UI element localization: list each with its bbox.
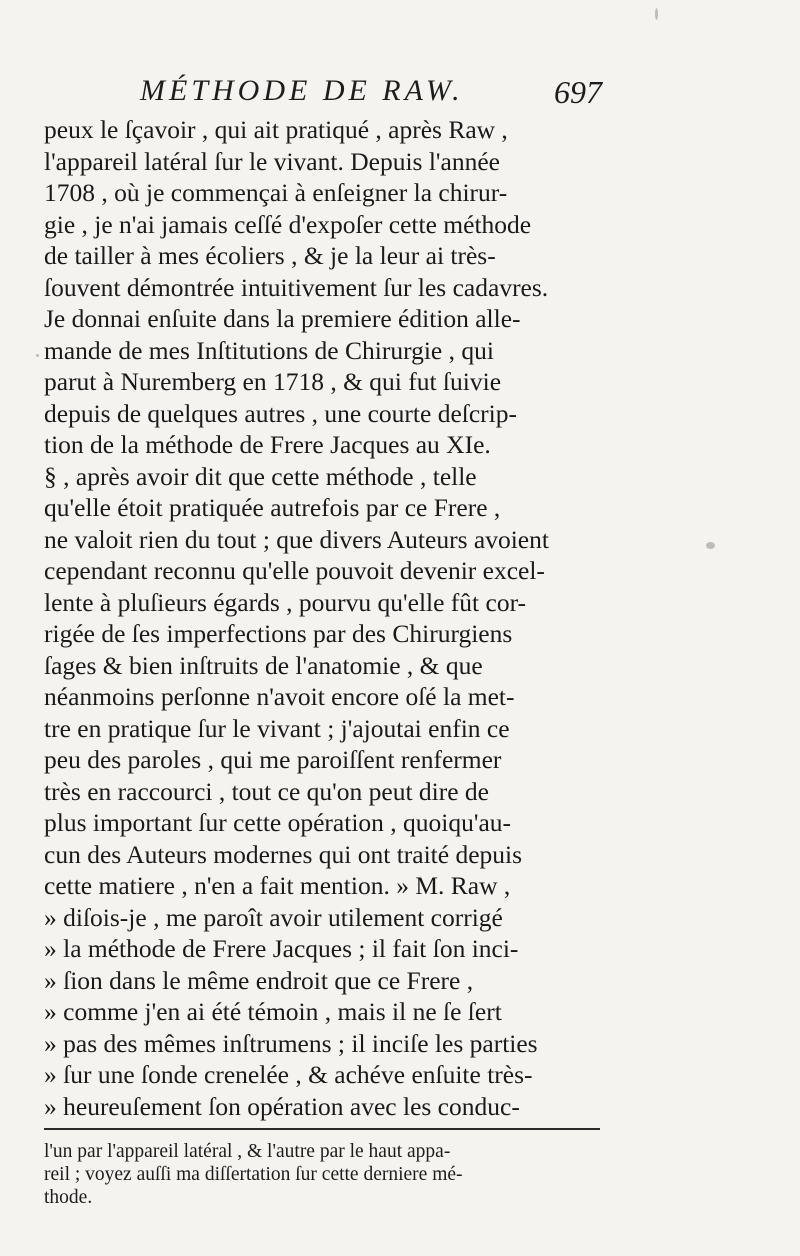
scan-speck: [706, 542, 715, 549]
text-line: rigée de ſes imperfections par des Chirurgiens: [44, 619, 513, 648]
body-text: [44, 114, 604, 1122]
page-number: 697: [554, 74, 602, 110]
text-line: cun des Auteurs modernes qui ont traité depuis: [44, 839, 523, 869]
text-line: parut à Nuremberg en 1718 , & qui fut ſuivie: [44, 367, 502, 396]
text-line: peu des paroles , qui me paroiſſent renfermer: [44, 745, 502, 774]
text-line: qu'elle étoit pratiquée autrefois par ce Frere ,: [44, 493, 501, 522]
text-line: tion de la méthode de Frere Jacques au XIe.: [44, 430, 491, 459]
text-line: » ſion dans le même endroit que ce Frere ,: [44, 965, 474, 995]
footnote-line: thode.: [44, 1187, 93, 1208]
text-line: depuis de quelques autres , une courte deſcrip-: [44, 398, 517, 428]
text-line: plus important ſur cette opération , quoiqu'au-: [44, 808, 512, 837]
footnote: [44, 1140, 604, 1209]
text-line: peux le ſçavoir , qui ait pratiqué , après Raw ,: [44, 115, 508, 144]
text-line: § , après avoir dit que cette méthode , telle: [44, 461, 477, 491]
text-line: cependant reconnu qu'elle pouvoit devenir excel-: [44, 556, 545, 585]
text-line: » diſois-je , me paroît avoir utilement corrigé: [44, 902, 503, 932]
text-line: ſages & bien inſtruits de l'anatomie , & que: [44, 650, 483, 680]
text-line: tre en pratique ſur le vivant ; j'ajoutai enfin ce: [44, 713, 510, 743]
text-line: néanmoins perſonne n'avoit encore oſé la met-: [44, 682, 515, 711]
scan-speck: [655, 8, 658, 20]
text-line: l'appareil latéral ſur le vivant. Depuis l'année: [44, 146, 500, 176]
footnote-line: reil ; voyez auſſi ma diſſertation ſur cette derniere mé-: [44, 1164, 463, 1185]
text-line: de tailler à mes écoliers , & je la leur ai très-: [44, 241, 496, 270]
text-line: » la méthode de Frere Jacques ; il fait ſon inci-: [44, 934, 519, 963]
text-line: lente à pluſieurs égards , pourvu qu'elle fût cor-: [44, 587, 527, 617]
scan-speck: [36, 354, 39, 357]
text-line: » pas des mêmes inſtrumens ; il inciſe les parties: [44, 1028, 538, 1058]
footnote-rule: [44, 1128, 600, 1130]
text-line: cette matiere , n'en a fait mention. » M. Raw ,: [44, 871, 511, 900]
text-line: gie , je n'ai jamais ceſſé d'expoſer cette méthode: [44, 209, 532, 239]
text-line: 1708 , où je commençai à enſeigner la chirur-: [44, 178, 508, 207]
text-line: » comme j'en ai été témoin , mais il ne ſe ſert: [44, 997, 502, 1026]
text-line: Je donnai enſuite dans la premiere édition alle-: [44, 304, 521, 333]
text-line: très en raccourci , tout ce qu'on peut dire de: [44, 776, 489, 806]
text-line: » heureuſement ſon opération avec les conduc-: [44, 1091, 520, 1121]
text-line: ne valoit rien du tout ; que divers Auteurs avoient: [44, 524, 549, 554]
text-line: mande de mes Inſtitutions de Chirurgie , qui: [44, 335, 494, 365]
text-line: ſouvent démontrée intuitivement ſur les cadavres.: [44, 272, 549, 302]
running-title: MÉTHODE DE RAW.: [140, 74, 464, 107]
text-line: » ſur une ſonde crenelée , & achéve enſuite très-: [44, 1060, 533, 1089]
footnote-line: l'un par l'appareil latéral , & l'autre par le haut appa-: [44, 1141, 451, 1162]
